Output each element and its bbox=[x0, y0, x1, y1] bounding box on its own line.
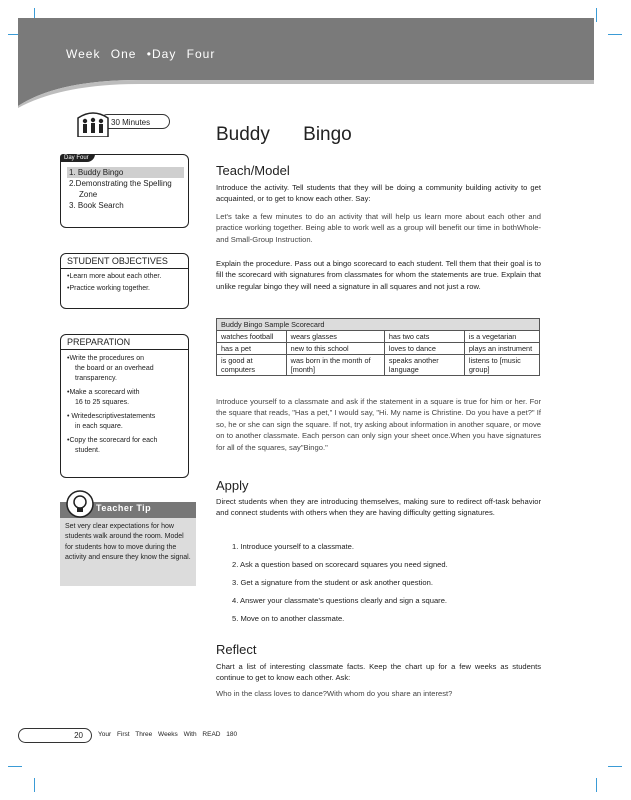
lightbulb-icon bbox=[66, 490, 94, 518]
table-cell: watches football bbox=[217, 331, 287, 343]
teach-model-heading: Teach/Model bbox=[216, 163, 290, 178]
list-item: 1. Introduce yourself to a classmate. bbox=[232, 542, 354, 551]
apply-steps-list bbox=[222, 538, 448, 628]
crop-mark bbox=[8, 766, 22, 767]
objective-item: •Learn more about each other. bbox=[67, 273, 162, 280]
table-cell: has a pet bbox=[217, 343, 287, 355]
teach-model-intro: Introduce the activity. Tell students that they will be doing a community building activity to get acquainted, or to get to know each other. Say: bbox=[216, 183, 541, 204]
header-title: Week One •Day Four bbox=[66, 47, 216, 61]
page-title: Buddy Bingo bbox=[216, 124, 352, 145]
reflect-question: Who in the class loves to dance?With whom do you share an interest? bbox=[216, 689, 453, 698]
prep-item-cont: 16 to 25 squares. bbox=[75, 399, 130, 406]
preparation-heading: PREPARATION bbox=[61, 335, 188, 350]
crop-mark bbox=[608, 34, 622, 35]
day-tab: Day Four bbox=[60, 154, 95, 162]
table-cell: new to this school bbox=[286, 343, 384, 355]
day-agenda-box bbox=[60, 154, 189, 228]
list-item: 5. Move on to another classmate. bbox=[232, 614, 345, 623]
prep-item: • Writedescriptivestatements bbox=[67, 413, 156, 420]
table-row bbox=[217, 331, 540, 343]
time-badge: 30 Minutes bbox=[100, 114, 170, 129]
prep-item-cont: in each square. bbox=[75, 423, 123, 430]
table-caption: Buddy Bingo Sample Scorecard bbox=[217, 319, 540, 331]
teacher-tip-heading: Teacher Tip bbox=[96, 503, 152, 513]
prep-item-cont: student. bbox=[75, 447, 100, 454]
bingo-scorecard-table bbox=[216, 318, 540, 376]
agenda-item[interactable]: 2.Demonstrating the Spelling bbox=[69, 179, 172, 188]
objective-item: •Practice working together. bbox=[67, 285, 150, 292]
prep-item-cont: the board or an overhead transparency. bbox=[75, 365, 154, 382]
list-item: 3. Get a signature from the student or ask another question. bbox=[232, 578, 433, 587]
list-item: 4. Answer your classmate's questions clearly and sign a square. bbox=[232, 596, 448, 605]
list-item: 2. Ask a question based on scorecard squares you need signed. bbox=[232, 560, 448, 569]
agenda-item-cont: Zone bbox=[79, 190, 98, 199]
teach-model-script: Let's take a few minutes to do an activity that will help us learn more about each other and practice working together. Being able to work well as a group will benefit our time in bothWhole- and Small-Group Instruction. bbox=[216, 212, 541, 244]
model-script-paragraph: Introduce yourself to a classmate and ask if the statement in a square is true for him or her. For the square that reads, "Has a pet," I would say, "Hi. My name is Christine. Do you have a pet?" If so, he or she can sign the square. If not, try asking about information in another square, or move on to another classmate. Each person can only sign your sheet once.When you have signatures for all of the squares, say"Bingo." bbox=[216, 397, 541, 452]
prep-item: •Write the procedures on bbox=[67, 355, 145, 362]
page-number: 20 bbox=[18, 728, 92, 743]
page-header bbox=[18, 18, 594, 108]
table-cell: is good at computers bbox=[217, 355, 287, 376]
agenda-item[interactable]: 3. Book Search bbox=[69, 201, 124, 210]
teacher-tip-text: Set very clear expectations for how students walk around the room. Model for students how to move during the activity and ensure they know the signal. bbox=[60, 518, 196, 586]
agenda-item[interactable]: 1. Buddy Bingo bbox=[67, 167, 184, 178]
crop-mark bbox=[608, 766, 622, 767]
table-cell: plays an instrument bbox=[464, 343, 539, 355]
objectives-box bbox=[60, 253, 189, 309]
footer-text: Your First Three Weeks With READ 180 bbox=[98, 731, 238, 738]
table-row bbox=[217, 355, 540, 376]
objectives-heading: STUDENT OBJECTIVES bbox=[61, 254, 188, 269]
prep-item: •Copy the scorecard for each bbox=[67, 437, 158, 444]
prep-item: •Make a scorecard with bbox=[67, 389, 140, 396]
crop-mark bbox=[34, 778, 35, 792]
apply-text: Direct students when they are introducing themselves, making sure to redirect off-task behavior and connect students with others when they are having difficulty getting signatures. bbox=[216, 497, 541, 518]
table-cell: was born in the month of [month] bbox=[286, 355, 384, 376]
header-band bbox=[18, 18, 594, 108]
apply-heading: Apply bbox=[216, 478, 249, 493]
preparation-box bbox=[60, 334, 189, 478]
table-cell: loves to dance bbox=[384, 343, 464, 355]
table-cell: wears glasses bbox=[286, 331, 384, 343]
table-cell: is a vegetarian bbox=[464, 331, 539, 343]
table-row bbox=[217, 343, 540, 355]
crop-mark bbox=[596, 778, 597, 792]
teach-model-procedure: Explain the procedure. Pass out a bingo scorecard to each student. Tell them that their goal is to fill the scorecard with signatures from classmates for whom the statements are true. Explain that unlike regular bingo they will need a signature in all squares and not just a row. bbox=[216, 259, 541, 291]
crop-mark bbox=[596, 8, 597, 22]
table-cell: has two cats bbox=[384, 331, 464, 343]
table-cell: speaks another language bbox=[384, 355, 464, 376]
group-icon bbox=[76, 110, 110, 137]
reflect-text: Chart a list of interesting classmate facts. Keep the chart up for a few weeks as students continue to get to know each other. Ask: bbox=[216, 662, 541, 683]
table-cell: listens to [music group] bbox=[464, 355, 539, 376]
reflect-heading: Reflect bbox=[216, 642, 257, 657]
